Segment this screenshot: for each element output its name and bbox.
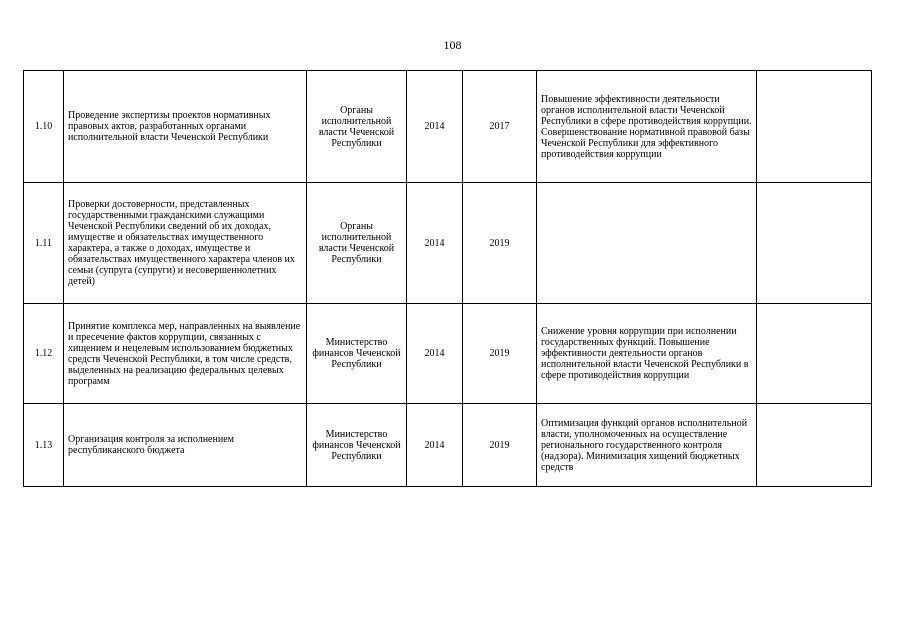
executor: Министерство финансов Чеченской Республики: [307, 304, 407, 404]
expected-result: Повышение эффективности деятельности органов исполнительной власти Чеченской Республики в сфере противодействия коррупции. Совершенствование нормативной правовой базы Чеченской Республики для эффективного противодействия коррупции: [537, 71, 757, 183]
executor: Органы исполнительной власти Чеченской Республики: [307, 71, 407, 183]
page-number: 108: [443, 38, 462, 52]
empty-cell: [757, 183, 872, 304]
start-year: 2014: [407, 71, 463, 183]
table-row: [24, 404, 872, 487]
empty-cell: [757, 304, 872, 404]
measure-description: Принятие комплекса мер, направленных на выявление и пресечение фактов коррупции, связанных с хищением и нецелевым использованием бюджетных средств Чеченской Республики, в том числе средств, выделенных на реализацию федеральных целевых программ: [64, 304, 307, 404]
end-year: 2019: [463, 304, 537, 404]
end-year: 2019: [463, 404, 537, 487]
measures-table: [23, 70, 872, 487]
table-row: [24, 71, 872, 183]
start-year: 2014: [407, 404, 463, 487]
expected-result: Снижение уровня коррупции при исполнении государственных функций. Повышение эффективности деятельности органов исполнительной власти Чеченской Республики в сфере противодействия коррупции: [537, 304, 757, 404]
empty-cell: [757, 71, 872, 183]
empty-cell: [757, 404, 872, 487]
table-row: [24, 304, 872, 404]
row-number: 1.10: [24, 71, 64, 183]
expected-result: [537, 183, 757, 304]
measure-description: Проверки достоверности, представленных государственными гражданскими служащими Чеченской Республики сведений об их доходах, имуществе и обязательствах имущественного характера, а также о доходах, имуществе и обязательствах имущественного характера членов их семьи (супруга (супруги) и несовершеннолетних детей): [64, 183, 307, 304]
measure-description: Организация контроля за исполнением республиканского бюджета: [64, 404, 307, 487]
start-year: 2014: [407, 304, 463, 404]
row-number: 1.12: [24, 304, 64, 404]
end-year: 2019: [463, 183, 537, 304]
executor: Органы исполнительной власти Чеченской Республики: [307, 183, 407, 304]
table-row: [24, 183, 872, 304]
row-number: 1.11: [24, 183, 64, 304]
start-year: 2014: [407, 183, 463, 304]
row-number: 1.13: [24, 404, 64, 487]
expected-result: Оптимизация функций органов исполнительной власти, уполномоченных на осуществление регионального государственного контроля (надзора). Минимизация хищений бюджетных средств: [537, 404, 757, 487]
measure-description: Проведение экспертизы проектов нормативных правовых актов, разработанных органами исполнительной власти Чеченской Республики: [64, 71, 307, 183]
executor: Министерство финансов Чеченской Республики: [307, 404, 407, 487]
end-year: 2017: [463, 71, 537, 183]
